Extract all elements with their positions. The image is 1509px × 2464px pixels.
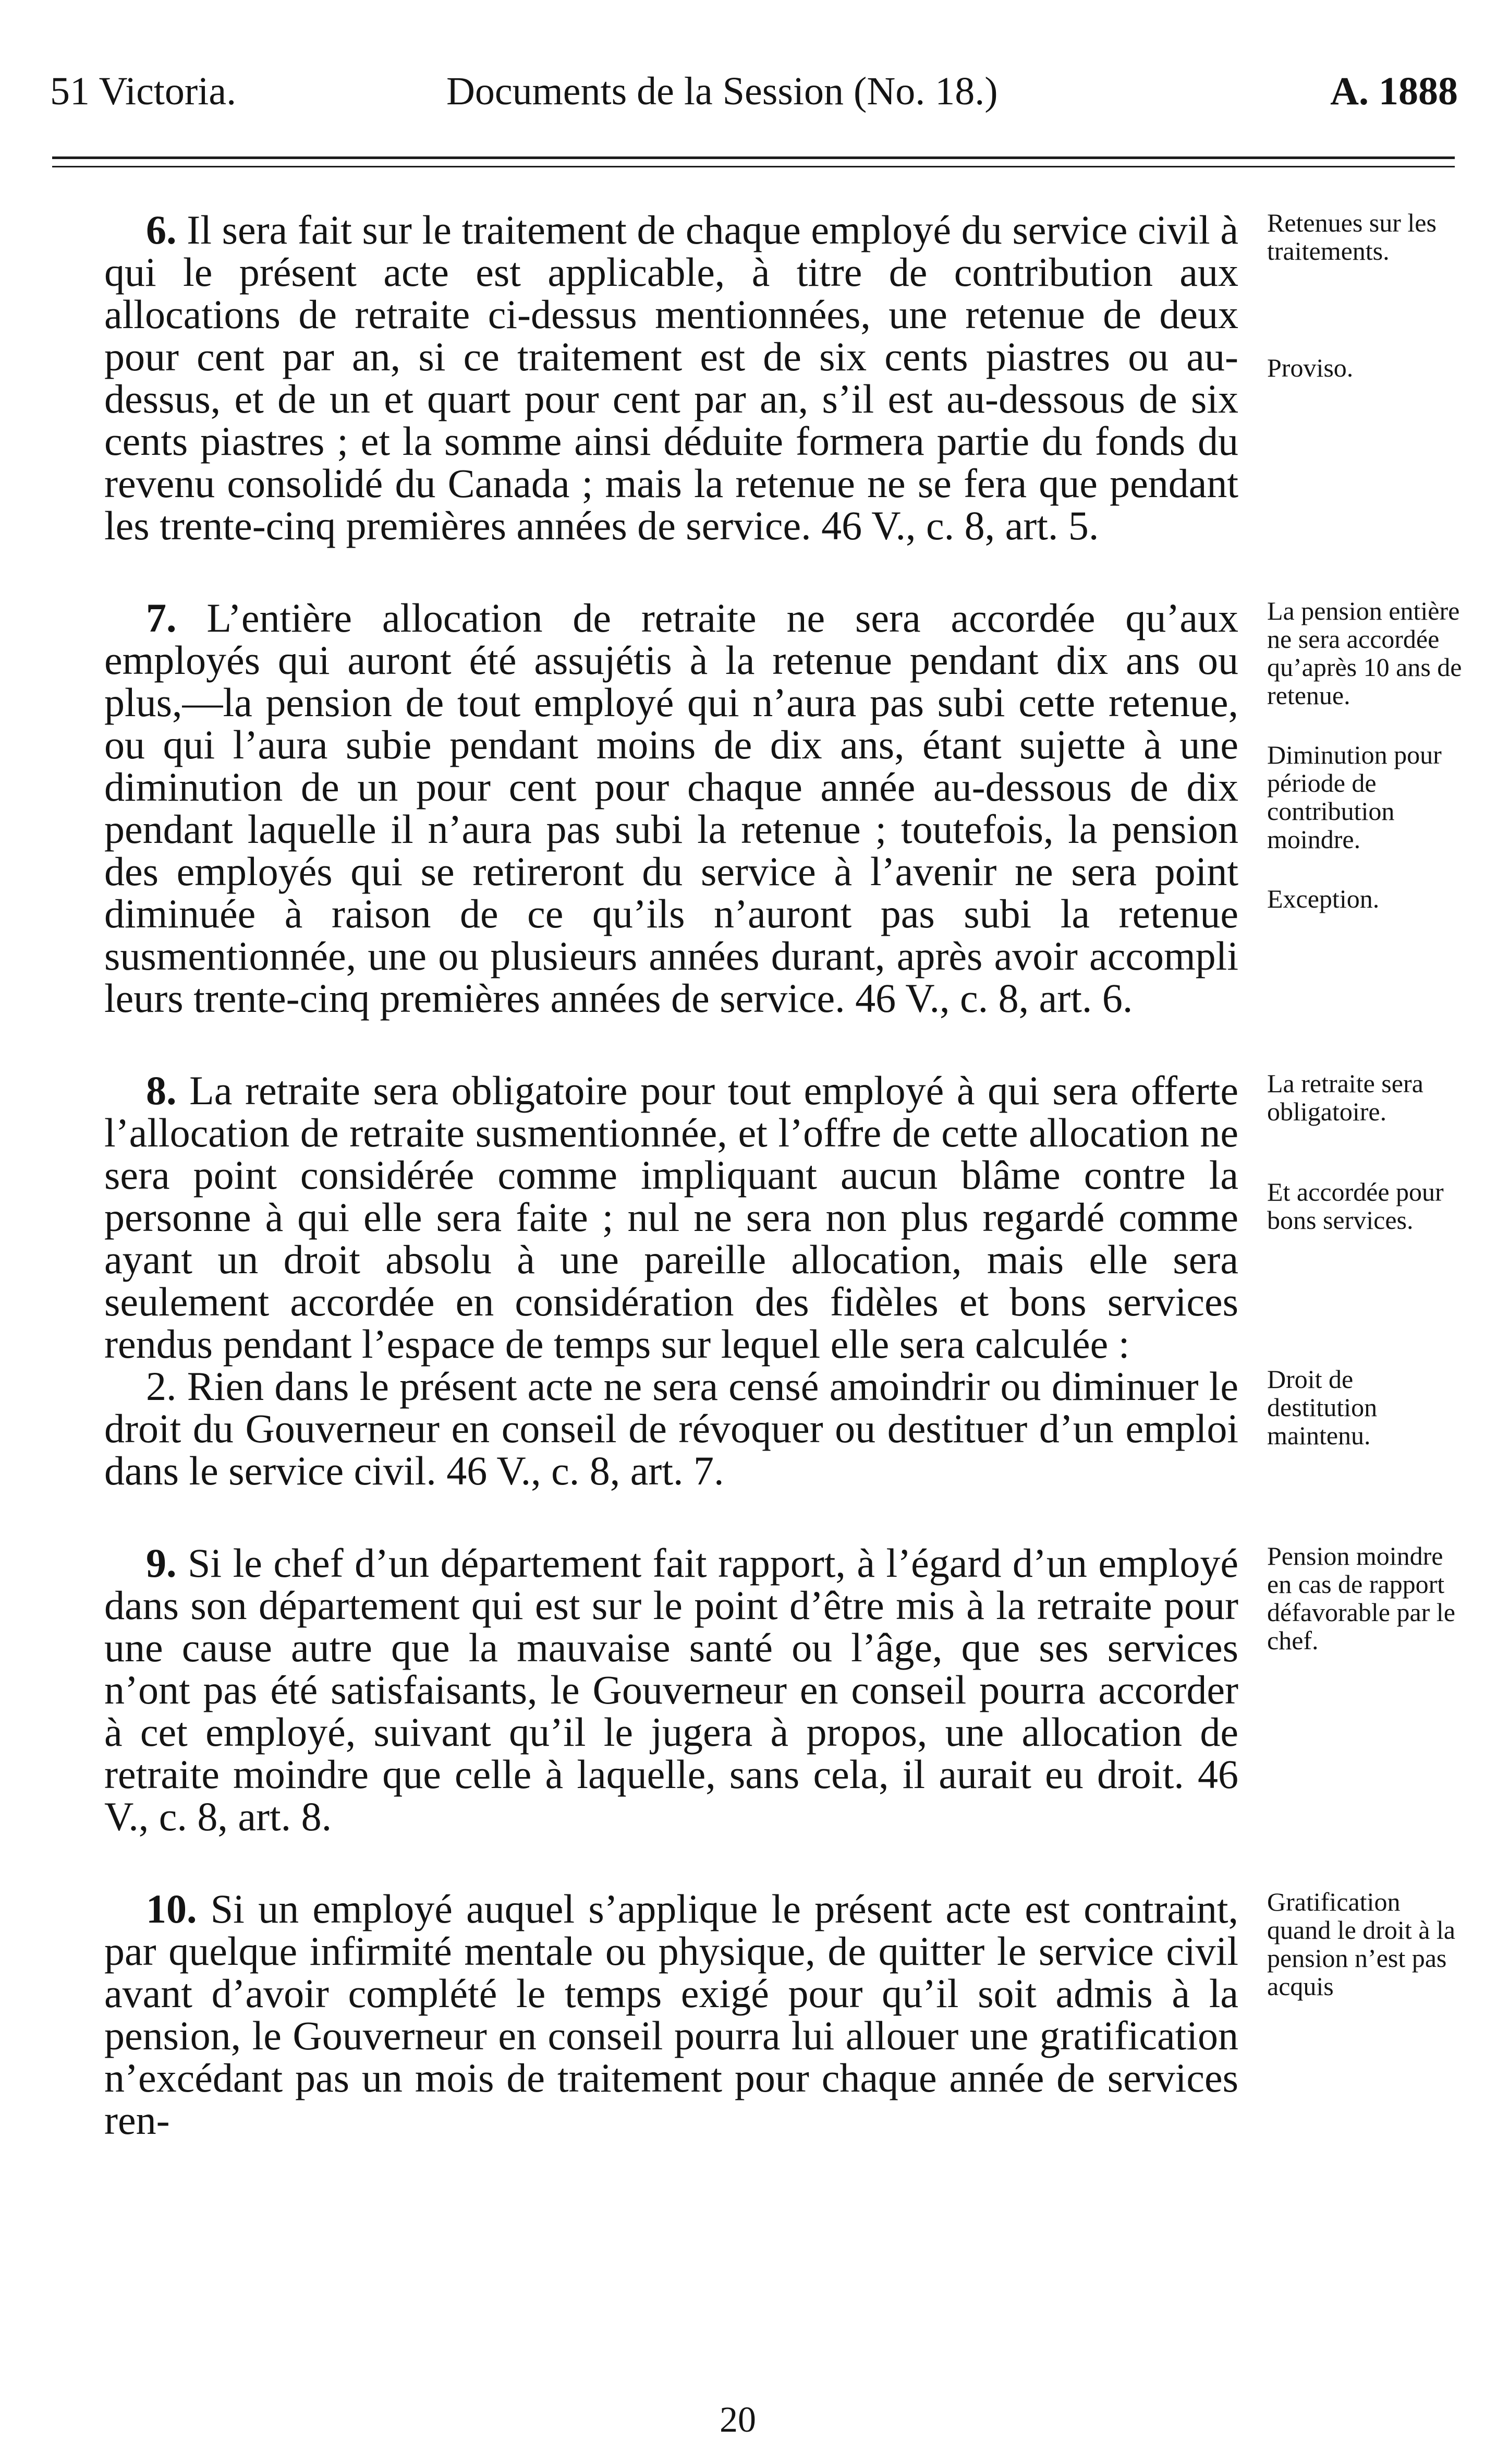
margin-notes (1267, 1542, 1465, 1686)
margin-note: Retenues sur les traitements. (1267, 208, 1437, 265)
page-number: 20 (720, 2400, 756, 2440)
header-year: A. 1888 (1330, 69, 1458, 113)
margin-note: Diminution pour période de contribution moindre. (1267, 740, 1442, 854)
margin-note: Pension moindre en cas de rapport défavorable par le chef. (1267, 1541, 1455, 1655)
section-number: 10. (146, 1886, 197, 1931)
section-8 (104, 1068, 1444, 1367)
section-number: 7. (146, 595, 177, 641)
section-number: 6. (146, 207, 177, 252)
margin-notes (1267, 597, 1465, 944)
section-7 (104, 595, 1462, 1021)
header-rule-thin (52, 166, 1455, 167)
margin-notes (1267, 1888, 1465, 2032)
margin-notes (1267, 1365, 1465, 1481)
section-text: La retraite sera obligatoire pour tout employé à qui sera offerte l’allocation de retraite susmentionnée, et l’offre de cette allocation ne sera point considérée comme impliquant aucun blâme contre la personne à qui elle sera faite ; nul ne sera non plus regardé comme ayant un droit absolu à une pareille allocation, mais elle sera seulement accordée en considération des fidèles et bons services rendus pendant l’espace de temps sur lequel elle sera calculée : (104, 1068, 1239, 1367)
margin-notes (1267, 1069, 1465, 1265)
section-text: L’entière allocation de retraite ne sera accordée qu’aux employés qui auront été assujétis à la retenue pendant dix ans ou plus,—la pension de tout employé qui n’aura pas subi cette retenue, ou qui l’aura subie pendant moins de dix ans, étant sujette à une diminution de un pour cent pour chaque année au-dessous de dix pendant laquelle il n’aura pas subi la retenue ; toutefois, la pension des employés qui se retireront du service à l’avenir ne sera point diminuée à raison de ce qu’ils n’auront pas subi la retenue susmentionnée, une ou plusieurs années durant, après avoir accompli leurs trente-cinq premières années de service. 46 V., c. 8, art. 6. (104, 595, 1239, 1021)
section-number: 9. (146, 1540, 177, 1586)
section-9 (104, 1540, 1455, 1839)
margin-note: Et accordée pour bons services. (1267, 1177, 1444, 1235)
section-text: Si un employé auquel s’applique le présent acte est contraint, par quelque infirmité mentale ou physique, de quitter le service civil avant d’avoir complété le temps exigé pour qu’il soit admis à la pension, le Gouverneur en conseil pourra lui allouer une gratification n’excédant pas un mois de traitement pour chaque année de services ren- (104, 1886, 1239, 2143)
margin-note: Exception. (1267, 884, 1380, 913)
margin-note: La retraite sera obligatoire. (1267, 1069, 1423, 1126)
section-number: 8. (146, 1068, 177, 1113)
header-volume: 51 Victoria. (50, 69, 237, 113)
margin-note: Gratification quand le droit à la pension n’est pas acquis (1267, 1887, 1455, 2001)
section-text: Il sera fait sur le traitement de chaque employé du service civil à qui le présent acte est applicable, à titre de contribution aux allocations de retraite ci-dessus mentionnées, une retenue de deux pour cent par an, si ce traitement est de six cents piastres ou au-dessus, et de un et quart pour cent par an, s’il est au-dessous de six cents piastres ; et la somme ainsi déduite formera partie du fonds du revenu consolidé du Canada ; mais la retenue ne se fera que pendant les trente-cinq premières années de service. 46 V., c. 8, art. 5. (104, 207, 1239, 548)
margin-notes (1267, 209, 1465, 413)
header-rule (52, 156, 1455, 159)
section-6 (104, 207, 1437, 548)
section-8-subsection-2 (104, 1363, 1378, 1493)
body-text (104, 207, 1462, 2191)
margin-note: Proviso. (1267, 353, 1354, 382)
margin-note: La pension entière ne sera accordée qu’après 10 ans de retenue. (1267, 596, 1462, 710)
page-header (50, 68, 1458, 115)
margin-note: Droit de destitution maintenu. (1267, 1364, 1378, 1450)
section-text: Si le chef d’un département fait rapport, à l’égard d’un employé dans son département qui est sur le point d’être mis à la retraite pour une cause autre que la mauvaise santé ou l’âge, que ses services n’ont pas été satisfaisants, le Gouverneur en conseil pourra accorder à cet employé, suivant qu’il le jugera à propos, une allocation de retraite moindre que celle à laquelle, sans cela, il aurait eu droit. 46 V., c. 8, art. 8. (104, 1540, 1238, 1839)
header-title: Documents de la Session (No. 18.) (446, 69, 998, 113)
section-10 (104, 1886, 1455, 2143)
section-text: 2. Rien dans le présent acte ne sera censé amoindrir ou diminuer le droit du Gouverneur en conseil de révoquer ou destituer d’un emploi dans le service civil. 46 V., c. 8, art. 7. (104, 1363, 1238, 1493)
